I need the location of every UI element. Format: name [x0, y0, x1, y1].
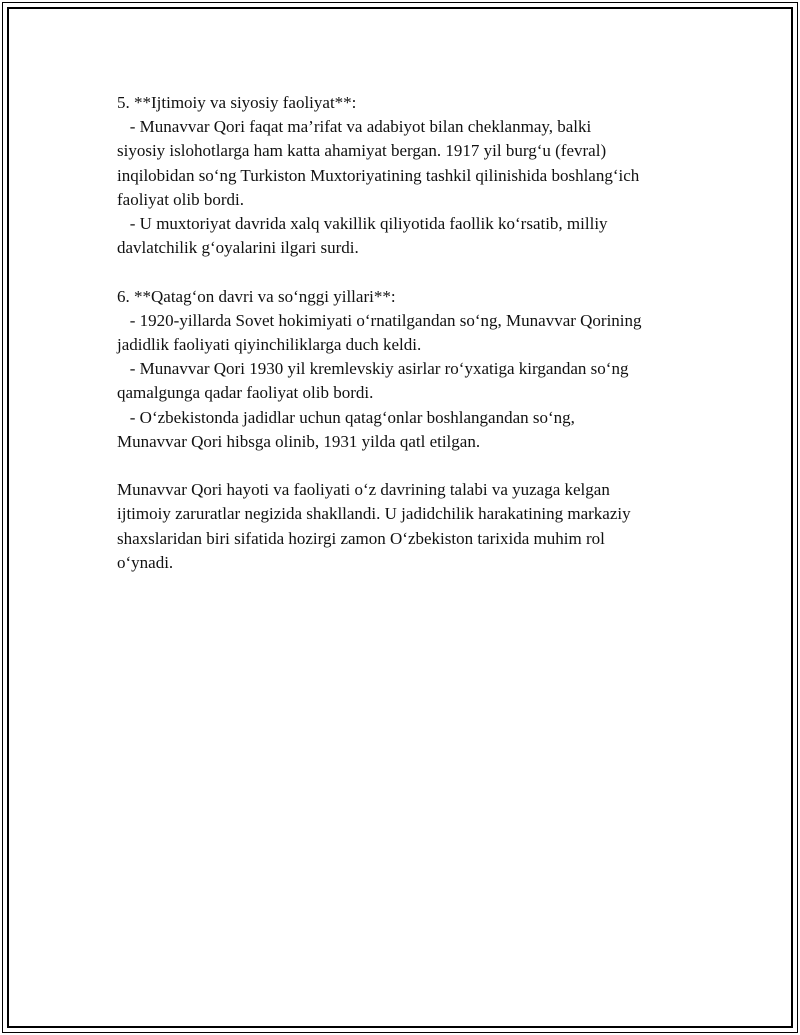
- section-6-heading: 6. **Qatag‘on davri va so‘nggi yillari**:: [117, 286, 396, 306]
- conclusion-line: Munavvar Qori hayoti va faoliyati o‘z davrining talabi va yuzaga kelgan: [117, 480, 610, 500]
- document-body: [117, 91, 697, 575]
- section-5-line: faoliyat olib bordi.: [117, 189, 245, 209]
- section-5-line: davlatchilik g‘oyalarini ilgari surdi.: [117, 238, 359, 258]
- section-5-line: inqilobidan so‘ng Turkiston Muxtoriyatining tashkil qilinishida boshlang‘ich: [117, 165, 640, 185]
- conclusion-line: o‘ynadi.: [117, 552, 174, 572]
- section-5-heading: 5. **Ijtimoiy va siyosiy faoliyat**:: [117, 93, 357, 112]
- conclusion-paragraph: [117, 478, 697, 575]
- section-5-line: - Munavvar Qori faqat ma’rifat va adabiyot bilan cheklanmay, balki: [117, 117, 592, 137]
- section-6-line: qamalgunga qadar faoliyat olib bordi.: [117, 383, 374, 403]
- section-5-line: - U muxtoriyat davrida xalq vakillik qiliyotida faollik ko‘rsatib, milliy: [117, 214, 608, 234]
- conclusion-line: shaxslaridan biri sifatida hozirgi zamon O‘zbekiston tarixida muhim rol: [117, 528, 605, 548]
- section-6: [117, 285, 697, 454]
- section-6-line: jadidlik faoliyati qiyinchiliklarga duch keldi.: [117, 335, 422, 355]
- section-6-line: - 1920-yillarda Sovet hokimiyati o‘rnatilgandan so‘ng, Munavvar Qorining: [117, 310, 642, 330]
- section-5-line: siyosiy islohotlarga ham katta ahamiyat bergan. 1917 yil burg‘u (fevral): [117, 141, 607, 161]
- section-6-line: - Munavvar Qori 1930 yil kremlevskiy asirlar ro‘yxatiga kirgandan so‘ng: [117, 359, 629, 379]
- section-6-line: - O‘zbekistonda jadidlar uchun qatag‘onlar boshlangandan so‘ng,: [117, 407, 575, 427]
- paragraph-gap: [117, 454, 697, 478]
- conclusion-line: ijtimoiy zaruratlar negizida shakllandi. U jadidchilik harakatining markaziy: [117, 504, 631, 524]
- paragraph-gap: [117, 260, 697, 284]
- section-6-line: Munavvar Qori hibsga olinib, 1931 yilda qatl etilgan.: [117, 431, 481, 451]
- section-5: [117, 91, 697, 260]
